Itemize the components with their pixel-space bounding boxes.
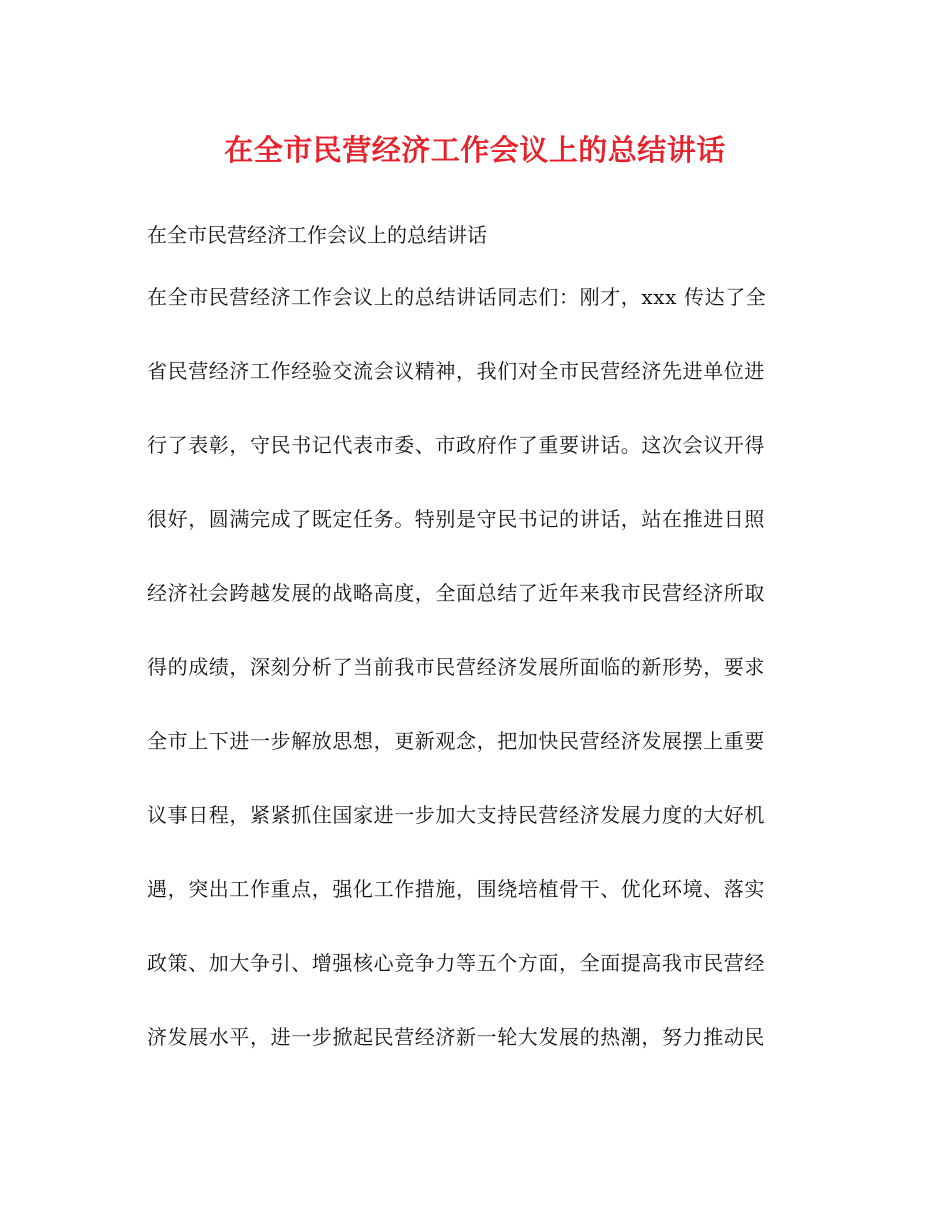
body-text — [147, 278, 807, 1092]
body-line: 得的成绩，深刻分析了当前我市民营经济发展所面临的新形势，要求 — [147, 655, 765, 679]
body-line: 济发展水平，进一步掀起民营经济新一轮大发展的热潮，努力推动民 — [147, 1025, 765, 1049]
body-line: 政策、加大争引、增强核心竞争力等五个方面，全面提高我市民营经 — [147, 951, 765, 975]
body-line: 经济社会跨越发展的战略高度，全面总结了近年来我市民营经济所取 — [147, 581, 765, 605]
document-subtitle: 在全市民营经济工作会议上的总结讲话 — [147, 223, 487, 247]
body-line: 议事日程，紧紧抓住国家进一步加大支持民营经济发展力度的大好机 — [147, 803, 765, 827]
body-line: 行了表彰，守民书记代表市委、市政府作了重要讲话。这次会议开得 — [147, 433, 765, 457]
body-line: 很好，圆满完成了既定任务。特别是守民书记的讲话，站在推进日照 — [147, 507, 765, 531]
body-line: 省民营经济工作经验交流会议精神，我们对全市民营经济先进单位进 — [147, 359, 765, 383]
body-line: 全市上下进一步解放思想，更新观念，把加快民营经济发展摆上重要 — [147, 729, 765, 753]
body-line: 遇，突出工作重点，强化工作措施，围绕培植骨干、优化环境、落实 — [147, 877, 765, 901]
document-title: 在全市民营经济工作会议上的总结讲话 — [224, 133, 726, 167]
body-line: 在全市民营经济工作会议上的总结讲话同志们：刚才，xxx 传达了全 — [147, 285, 767, 309]
